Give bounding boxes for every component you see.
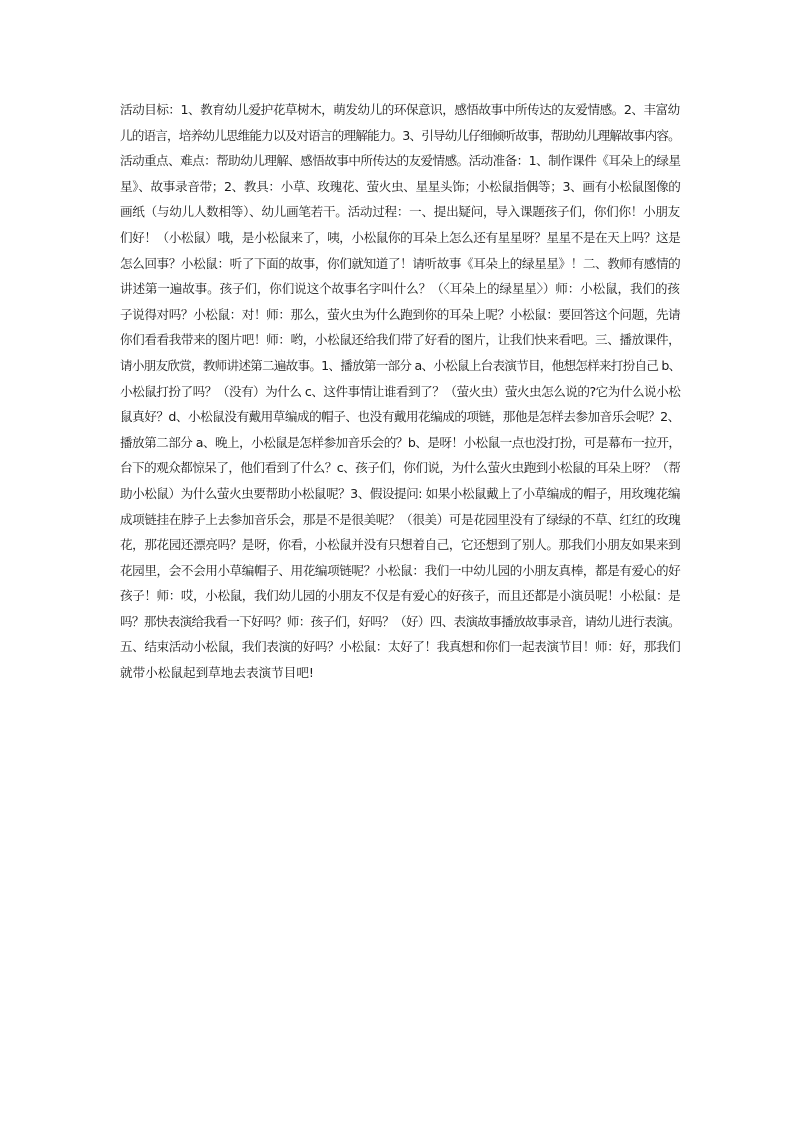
text-line: 子说得对吗？小松鼠：对！师：那么，萤火虫为什么跑到你的耳朵上呢？小松鼠：要回答这个问题，先请 bbox=[120, 306, 681, 322]
text-line: 花园里，会不会用小草编帽子、用花编项链呢？小松鼠：我们一中幼儿园的小朋友真棒，都是有爱心的好 bbox=[120, 562, 681, 578]
text-line: 们好！（小松鼠）哦，是小松鼠来了，咦，小松鼠你的耳朵上怎么还有星星呀？星星不是在天上吗？这是 bbox=[120, 229, 681, 245]
text-line: 五、结束活动小松鼠，我们表演的好吗？小松鼠：太好了！我真想和你们一起表演节目！师：好，那我们 bbox=[120, 639, 681, 655]
text-line: 台下的观众都惊呆了，他们看到了什么？c、孩子们，你们说，为什么萤火虫跑到小松鼠的耳朵上呀？（帮 bbox=[120, 460, 681, 476]
text-line: 助小松鼠）为什么萤火虫要帮助小松鼠呢？3、假设提问: 如果小松鼠戴上了小草编成的帽子，用玫瑰花编 bbox=[120, 485, 680, 501]
text-line: 成项链挂在脖子上去参加音乐会，那是不是很美呢？（很美）可是花园里没有了绿绿的不草、红红的玫瑰 bbox=[120, 511, 681, 527]
lesson-plan-text bbox=[120, 97, 680, 686]
text-line: 儿的语言，培养幼儿思维能力以及对语言的理解能力。3、引导幼儿仔细倾听故事，帮助幼儿理解故事内容。 bbox=[120, 127, 680, 143]
text-line: 就带小松鼠起到草地去表演节目吧! bbox=[120, 665, 314, 681]
text-line: 孩子！师：哎，小松鼠，我们幼儿园的小朋友不仅是有爱心的好孩子，而且还都是小演员呢！小松鼠：是 bbox=[120, 588, 681, 604]
text-line: 活动目标：1、教育幼儿爱护花草树木，萌发幼儿的环保意识，感悟故事中所传达的友爱情感。2、丰富幼 bbox=[120, 102, 680, 117]
text-line: 活动重点、难点：帮助幼儿理解、感悟故事中所传达的友爱情感。活动准备：1、制作课件《耳朵上的绿星 bbox=[120, 153, 681, 169]
text-line: 花，那花园还漂亮吗？是呀，你看，小松鼠并没有只想着自己，它还想到了别人。那我们小朋友如果来到 bbox=[120, 537, 681, 553]
text-line: 小松鼠打扮了吗？（没有）为什么 c、这件事情让谁看到了？（萤火虫）萤火虫怎么说的?它为什么说小松 bbox=[120, 383, 681, 399]
text-line: 画纸（与幼儿人数相等）、幼儿画笔若干。活动过程：一、提出疑问，导入课题孩子们，你们你！小朋友 bbox=[120, 204, 680, 220]
text-line: 你们看看我带来的图片吧！师：哟，小松鼠还给我们带了好看的图片，让我们快来看吧。三、播放课件， bbox=[120, 332, 681, 348]
text-line: 星》、故事录音带；2、教具：小草、玫瑰花、萤火虫、星星头饰；小松鼠指偶等；3、画有小松鼠图像的 bbox=[120, 178, 681, 194]
text-line: 播放第二部分 a、晚上，小松鼠是怎样参加音乐会的？b、是呀！小松鼠一点也没打扮，可是幕布一拉开， bbox=[120, 434, 681, 450]
text-line: 吗？那快表演给我看一下好吗？师：孩子们，好吗？（好）四、表演故事播放故事录音，请幼儿进行表演。 bbox=[120, 613, 680, 629]
text-line: 讲述第一遍故事。孩子们，你们说这个故事名字叫什么？（〈耳朵上的绿星星〉）师：小松鼠，我们的孩 bbox=[120, 281, 680, 297]
text-line: 鼠真好？d、小松鼠没有戴用草编成的帽子、也没有戴用花编成的项链，那他是怎样去参加音乐会呢？2、 bbox=[120, 409, 680, 425]
text-line: 怎么回事？小松鼠：听了下面的故事，你们就知道了！请听故事《耳朵上的绿星星》！二、教师有感情的 bbox=[120, 255, 681, 271]
text-line: 请小朋友欣赏，教师讲述第二遍故事。1、播放第一部分 a、小松鼠上台表演节目，他想怎样来打扮自己 b、 bbox=[120, 357, 681, 373]
